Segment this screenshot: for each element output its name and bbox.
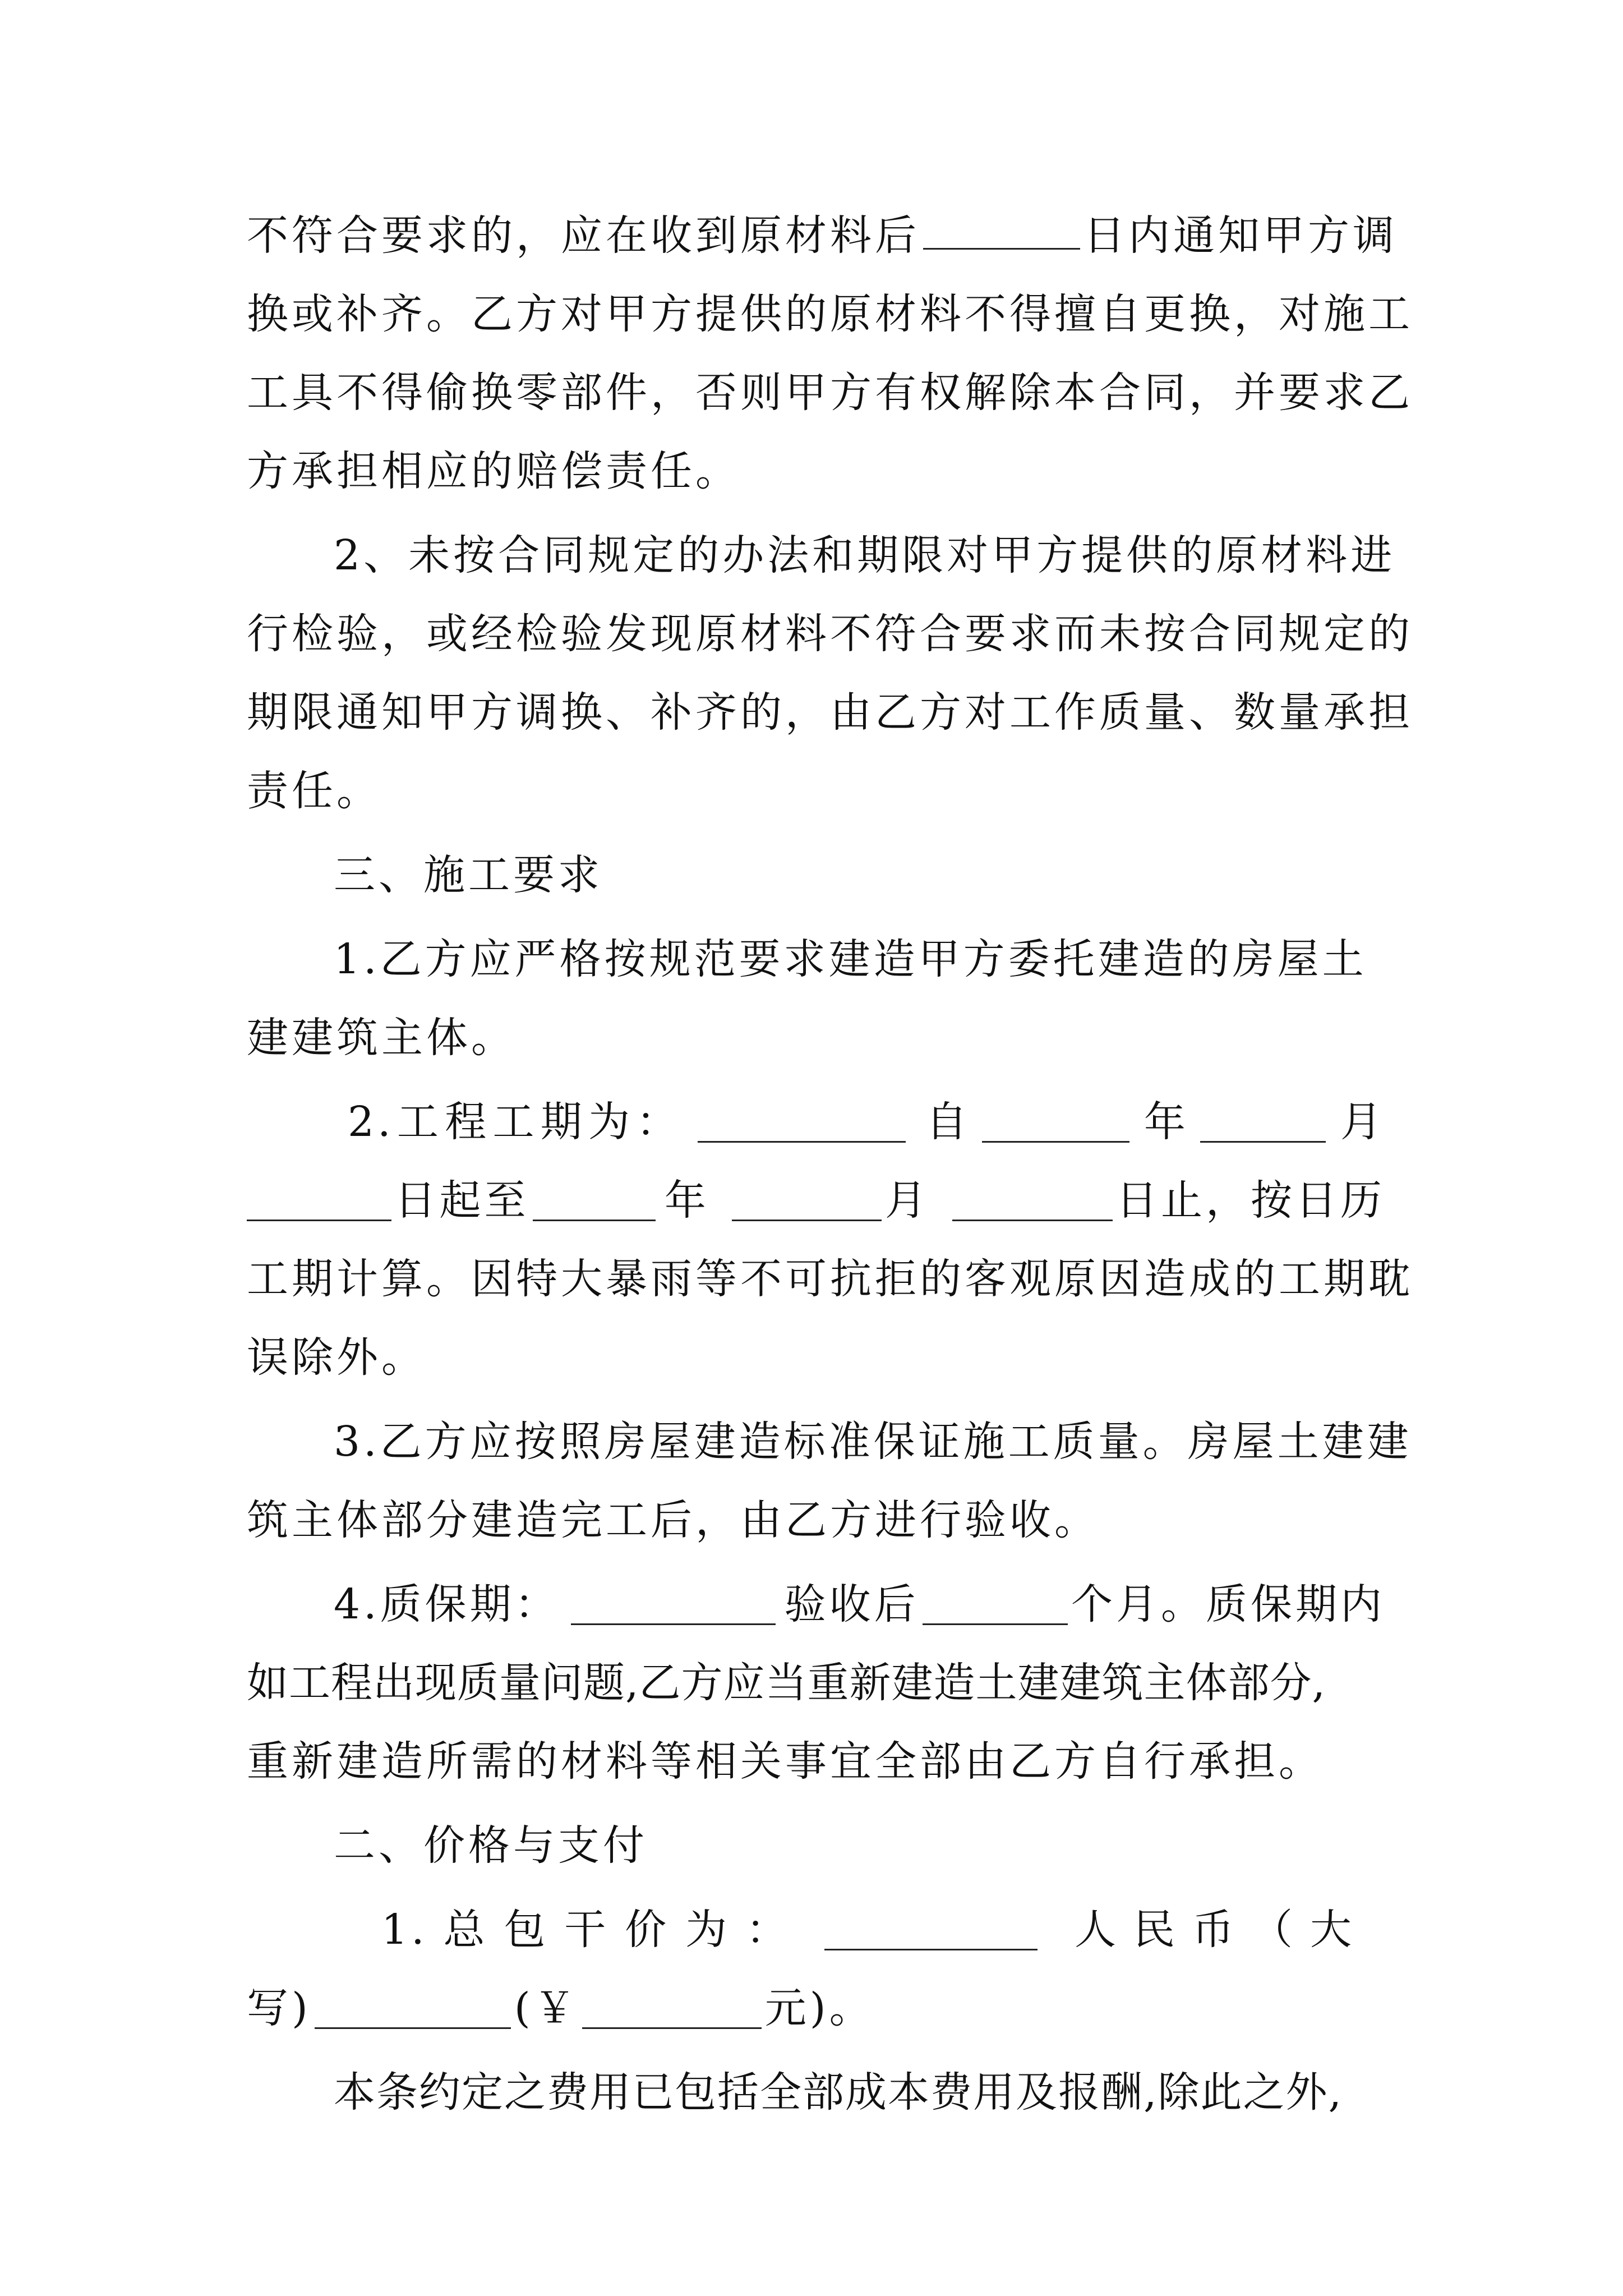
price-number-blank[interactable] [582,1988,762,2029]
p7-line-1-tail [1075,1890,1355,1969]
p7-line-2-a: 写) [247,1984,311,2032]
start-year-blank[interactable] [982,1102,1129,1143]
p4-line-4: 误除外。 [247,1333,426,1382]
p1-line-1-text-a: 不符合要求的，应在收到原材料后 [247,211,920,260]
end-day-blank[interactable] [952,1180,1113,1221]
end-year-label: 年 [664,1176,709,1225]
p7-line-1-label [381,1890,791,1969]
p7-char: 总 [443,1906,488,1954]
end-month-blank[interactable] [732,1180,882,1221]
p1-line-1-text-b: 日内通知甲方调 [1083,211,1398,260]
p3-line-1: 1.乙方应严格按规范要求建造甲方委托建造的房屋土 [334,935,1367,983]
p1-line-3: 工具不得偷换零部件，否则甲方有权解除本合同，并要求乙 [247,369,1413,417]
end-year-blank[interactable] [533,1180,656,1221]
p7-tail-char: （ [1251,1906,1296,1954]
p4-line-1-label [348,1083,681,1161]
start-year-label: 年 [1144,1098,1189,1146]
p7-line-2-b: (￥ [514,1984,579,2032]
p6-line-1 [334,1565,1385,1644]
p2-line-3: 期限通知甲方调换、补齐的，由乙方对工作质量、数量承担 [247,688,1413,737]
p4-line-2-d: 日止，按日历 [1116,1176,1385,1225]
p4-char: 工 [396,1098,442,1146]
p7-tail-char: 人 [1075,1906,1119,1954]
p7-char: 价 [625,1906,670,1954]
days-blank[interactable] [923,209,1080,250]
p2-line-1: 2、未按合同规定的办法和期限对甲方提供的原材料进 [334,531,1396,579]
section-heading-construction: 三、施工要求 [334,851,603,899]
period-blank[interactable] [698,1102,905,1143]
total-price-blank[interactable] [824,1910,1038,1950]
p7-tail-char: 大 [1310,1906,1355,1954]
p6-line-1-c: 个月。质保期内 [1071,1580,1385,1628]
p7-tail-char: 币 [1192,1906,1237,1954]
p4-line-1 [348,1083,1385,1161]
section-heading-price: 二、价格与支付 [334,1821,648,1870]
p6-line-3: 重新建造所需的材料等相关事宜全部由乙方自行承担。 [247,1737,1324,1786]
p4-char: 程 [445,1098,490,1146]
p3-line-2: 建建筑主体。 [247,1014,516,1062]
p4-line-2 [247,1161,1385,1240]
p4-line-3: 工期计算。因特大暴雨等不可抗拒的客观原因造成的工期耽 [247,1255,1413,1303]
p4-char: 期 [540,1098,585,1146]
p7-line-2-c: 元)。 [764,1984,874,2032]
p2-line-4: 责任。 [247,767,381,815]
price-words-blank[interactable] [315,1988,511,2029]
p5-line-2: 筑主体部分建造完工后，由乙方进行验收。 [247,1496,1099,1544]
p4-char: ： [636,1098,681,1146]
from-label: 自 [925,1098,971,1146]
p6-line-1-a: 4.质保期： [334,1580,560,1628]
p1-line-1 [247,196,1398,275]
p6-line-1-b: 验收后 [784,1580,919,1628]
p4-char: 2. [348,1098,394,1146]
p1-line-4: 方承担相应的赔偿责任。 [247,447,740,495]
p7-char: ： [745,1906,791,1954]
p7-tail-char: 民 [1133,1906,1178,1954]
p6-line-2: 如工程出现质量问题,乙方应当重新建造土建建筑主体部分, [247,1659,1326,1707]
p7-line-1 [381,1890,1385,1969]
p7-char: 1. [381,1906,428,1954]
warranty-months-blank[interactable] [923,1584,1068,1625]
warranty-blank[interactable] [571,1584,776,1625]
p7-char: 为 [685,1906,731,1954]
p7-char: 干 [564,1906,610,1954]
p2-line-2: 行检验，或经检验发现原材料不符合要求而未按合同规定的 [247,610,1413,658]
p1-line-2: 换或补齐。乙方对甲方提供的原材料不得擅自更换，对施工 [247,290,1413,338]
p5-line-1: 3.乙方应按照房屋建造标准保证施工质量。房屋土建建 [334,1418,1412,1466]
p7-line-2 [247,1969,1385,2047]
p4-char: 工 [492,1098,538,1146]
end-month-label: 月 [884,1176,930,1225]
p8-line-1: 本条约定之费用已包括全部成本费用及报酬,除此之外, [334,2068,1343,2116]
p4-char: 为 [588,1098,634,1146]
start-month-label: 月 [1340,1098,1385,1146]
p7-char: 包 [504,1906,549,1954]
start-month-blank[interactable] [1200,1102,1326,1143]
p4-line-2-a: 日起至 [394,1176,529,1225]
start-day-blank[interactable] [247,1180,391,1221]
